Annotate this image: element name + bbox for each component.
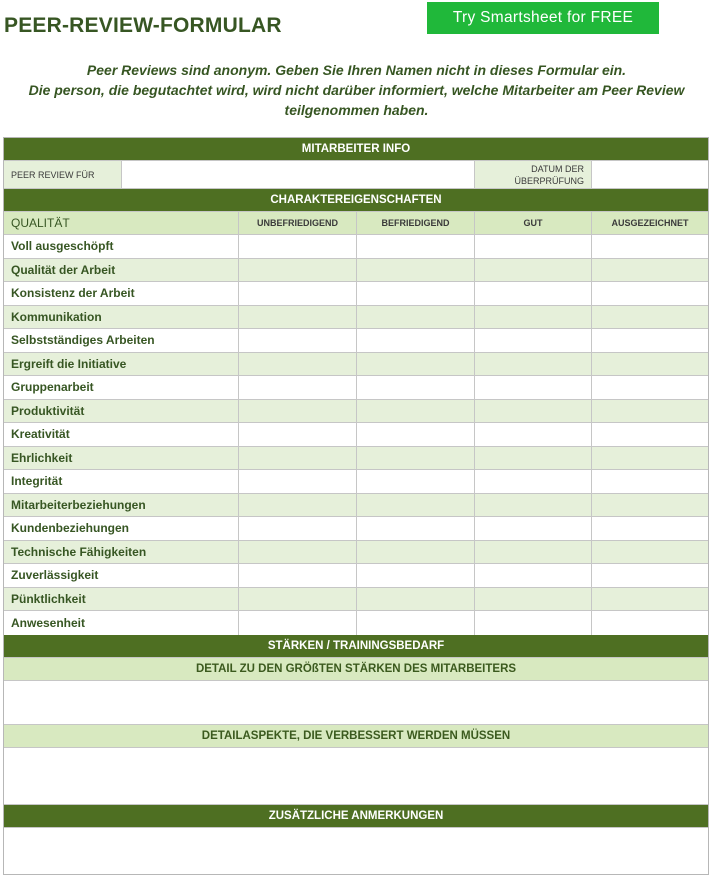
intro-line-1: Peer Reviews sind anonym. Geben Sie Ihren Namen nicht in dieses Formular ein. [86,62,627,78]
rating-item-label: Kommunikation [4,306,239,329]
rating-cell[interactable] [592,517,708,540]
rating-row [4,376,708,400]
rating-cell[interactable] [475,470,592,493]
rating-item-label: Pünktlichkeit [4,588,239,611]
rating-column-header: AUSGEZEICHNET [592,212,708,234]
rating-cell[interactable] [592,470,708,493]
greatest-strengths-header: DETAIL ZU DEN GRÖßTEN STÄRKEN DES MITARBEITERS [4,658,708,681]
strengths-training-header: STÄRKEN / TRAININGSBEDARF [4,635,708,658]
rating-cell[interactable] [357,306,475,329]
rating-item-label: Integrität [4,470,239,493]
rating-cell[interactable] [475,494,592,517]
rating-cell[interactable] [592,235,708,258]
rating-cell[interactable] [475,517,592,540]
rating-row [4,470,708,494]
rating-item-label: Technische Fähigkeiten [4,541,239,564]
rating-cell[interactable] [592,282,708,305]
rating-row [4,400,708,424]
rating-cell[interactable] [475,564,592,587]
rating-row [4,306,708,330]
rating-cell[interactable] [357,470,475,493]
rating-cell[interactable] [239,329,357,352]
intro-line-2: Die person, die begutachtet wird, wird nicht darüber informiert, welche Mitarbeiter am Peer Review [28,82,685,98]
rating-item-label: Konsistenz der Arbeit [4,282,239,305]
employee-info-row [4,161,708,189]
rating-cell[interactable] [592,447,708,470]
rating-cell[interactable] [357,564,475,587]
rating-column-header: BEFRIEDIGEND [357,212,475,234]
rating-item-label: Qualität der Arbeit [4,259,239,282]
rating-table-header [4,212,708,235]
rating-cell[interactable] [357,611,475,635]
rating-cell[interactable] [475,353,592,376]
rating-item-label: Mitarbeiterbeziehungen [4,494,239,517]
rating-cell[interactable] [357,447,475,470]
rating-row [4,564,708,588]
rating-column-header: UNBEFRIEDIGEND [239,212,357,234]
additional-notes-header: ZUSÄTZLICHE ANMERKUNGEN [4,805,708,828]
rating-cell[interactable] [239,541,357,564]
rating-cell[interactable] [357,353,475,376]
rating-cell[interactable] [592,541,708,564]
rating-row [4,611,708,635]
rating-cell[interactable] [475,306,592,329]
review-date-label [475,161,592,188]
rating-cell[interactable] [239,353,357,376]
rating-cell[interactable] [592,588,708,611]
rating-cell[interactable] [475,259,592,282]
rating-row [4,588,708,612]
rating-cell[interactable] [357,423,475,446]
rating-cell[interactable] [239,611,357,635]
rating-item-label: Selbstständiges Arbeiten [4,329,239,352]
rating-column-header: GUT [475,212,592,234]
rating-cell[interactable] [475,329,592,352]
peer-review-for-label: PEER REVIEW FÜR [4,161,122,188]
rating-cell[interactable] [239,400,357,423]
rating-cell[interactable] [239,517,357,540]
rating-row [4,353,708,377]
quality-column-header: QUALITÄT [4,212,239,234]
rating-cell[interactable] [357,235,475,258]
rating-cell[interactable] [357,376,475,399]
rating-cell[interactable] [592,423,708,446]
rating-cell[interactable] [357,517,475,540]
improve-aspects-header: DETAILASPEKTE, DIE VERBESSERT WERDEN MÜSSEN [4,725,708,748]
rating-item-label: Ehrlichkeit [4,447,239,470]
rating-cell[interactable] [239,282,357,305]
rating-cell[interactable] [475,588,592,611]
rating-item-label: Produktivität [4,400,239,423]
rating-cell[interactable] [592,494,708,517]
rating-cell[interactable] [475,376,592,399]
rating-cell[interactable] [475,423,592,446]
rating-cell[interactable] [592,353,708,376]
intro-line-3: teilgenommen haben. [284,102,429,118]
rating-row [4,494,708,518]
rating-item-label: Ergreift die Initiative [4,353,239,376]
rating-cell[interactable] [475,282,592,305]
rating-row [4,235,708,259]
peer-review-form [3,137,709,875]
rating-cell[interactable] [357,588,475,611]
rating-cell[interactable] [475,447,592,470]
rating-cell[interactable] [475,611,592,635]
rating-cell[interactable] [592,376,708,399]
rating-row [4,517,708,541]
rating-cell[interactable] [592,611,708,635]
rating-cell[interactable] [239,235,357,258]
employee-info-header: MITARBEITER INFO [4,138,708,161]
peer-review-for-field[interactable] [122,161,475,188]
rating-cell[interactable] [357,494,475,517]
rating-cell[interactable] [239,494,357,517]
rating-cell[interactable] [592,564,708,587]
characteristics-header: CHARAKTEREIGENSCHAFTEN [4,189,708,212]
improve-aspects-field[interactable] [4,748,708,805]
rating-cell[interactable] [357,400,475,423]
rating-cell[interactable] [475,400,592,423]
rating-item-label: Kreativität [4,423,239,446]
greatest-strengths-field[interactable] [4,681,708,725]
rating-cell[interactable] [239,470,357,493]
rating-cell[interactable] [592,306,708,329]
rating-rows [4,235,708,635]
rating-item-label: Kundenbeziehungen [4,517,239,540]
rating-cell[interactable] [239,447,357,470]
try-smartsheet-button[interactable]: Try Smartsheet for FREE [427,2,659,34]
rating-item-label: Zuverlässigkeit [4,564,239,587]
rating-cell[interactable] [357,282,475,305]
review-date-label-line-1: DATUM DER [531,163,584,174]
rating-cell[interactable] [592,329,708,352]
rating-cell[interactable] [475,235,592,258]
rating-cell[interactable] [475,541,592,564]
review-date-field[interactable] [592,161,708,188]
intro-text [20,60,693,120]
rating-row [4,329,708,353]
rating-row [4,423,708,447]
rating-row [4,282,708,306]
rating-row [4,541,708,565]
review-date-label-line-2: ÜBERPRÜFUNG [514,175,584,186]
rating-cell[interactable] [592,259,708,282]
rating-cell[interactable] [239,423,357,446]
rating-cell[interactable] [592,400,708,423]
rating-cell[interactable] [239,588,357,611]
rating-cell[interactable] [357,329,475,352]
rating-cell[interactable] [239,564,357,587]
page-title: PEER-REVIEW-FORMULAR [4,14,282,37]
rating-row [4,259,708,283]
rating-cell[interactable] [239,259,357,282]
rating-cell[interactable] [357,259,475,282]
rating-cell[interactable] [357,541,475,564]
additional-notes-field[interactable] [4,828,708,874]
rating-cell[interactable] [239,376,357,399]
rating-cell[interactable] [239,306,357,329]
rating-item-label: Anwesenheit [4,611,239,635]
rating-row [4,447,708,471]
rating-item-label: Gruppenarbeit [4,376,239,399]
rating-item-label: Voll ausgeschöpft [4,235,239,258]
